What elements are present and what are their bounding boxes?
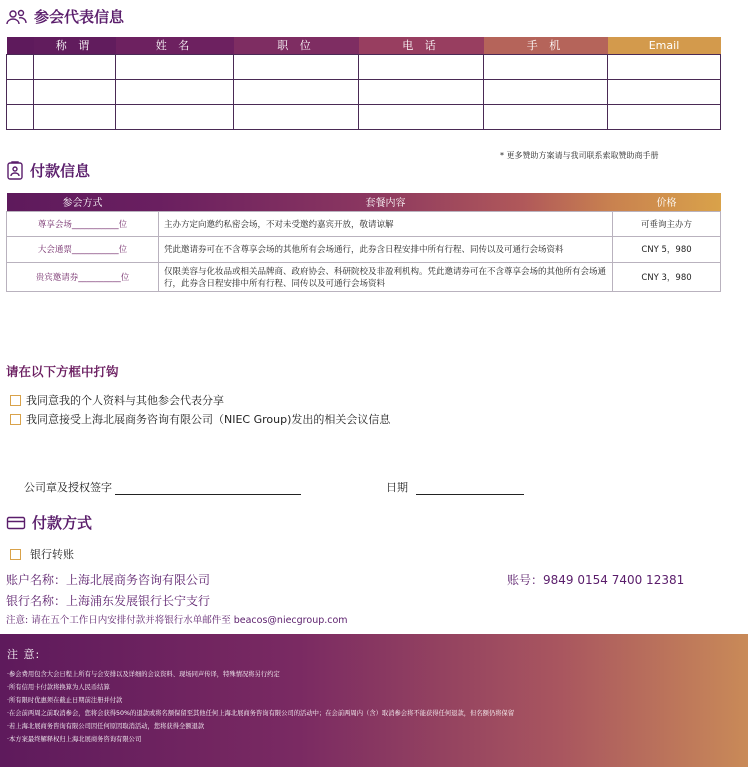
table-row [7,211,721,236]
payment-content: 凭此邀请券可在不含尊享会场的其他所有会场通行，此券含日程安排中所有行程、同传以及可通行会场资料 [159,236,613,262]
list-item: ·本方案最终解释权归上海北展商务咨询有限公司 [7,736,142,743]
consent-share-label: 我同意我的个人资料与其他参会代表分享 [26,394,224,407]
date-line[interactable] [416,483,524,495]
cell-email-input[interactable] [608,79,721,104]
cell-mobile-input[interactable] [484,79,608,104]
bank-transfer-checkbox-row[interactable] [10,546,74,562]
reps-table-header [7,37,721,54]
table-row [7,262,721,291]
cell-name-input[interactable] [116,79,234,104]
consent-info-checkbox-row[interactable] [10,411,390,427]
table-row [7,236,721,262]
cell-email-input[interactable] [608,54,721,79]
cell-name-input[interactable] [116,54,234,79]
reps-col-title: 称 谓 [34,37,116,54]
payment-notice: 注意: 请在五个工作日内安排付款并将银行水单邮件至 beacos@niecgroup.com [6,615,348,626]
cell-title-input[interactable] [34,54,116,79]
signature-label: 公司章及授权签字 [24,481,112,494]
payment-type[interactable]: 尊享会场___________位 [7,211,159,236]
checkbox-section-title: 请在以下方框中打钩 [6,364,119,379]
reps-table [6,37,721,130]
list-item: ·参会费用包含大会日程上所有与会安排以及详细的会议资料、现场同声传译，特殊情况将另行约定 [7,671,280,678]
cell-title-input[interactable] [34,104,116,129]
payment-content: 仅限美容与化妆品或相关品牌商、政府协会、科研院校及非盈利机构。凭此邀请券可在不含尊享会场的其他所有会场通行，此券含日程安排中所有行程、同传以及可通行会场资料 [159,262,613,291]
reps-col-name: 姓 名 [116,37,234,54]
section-reps-title [6,6,124,27]
cell-phone-input[interactable] [359,104,484,129]
table-row [7,54,721,79]
account-number: 账号：9849 0154 7400 12381 [507,573,685,587]
date-label: 日期 [386,481,408,494]
payment-col-price: 价格 [613,193,721,211]
table-row [7,79,721,104]
consent-info-label: 我同意接受上海北展商务咨询有限公司（NIEC Group)发出的相关会议信息 [26,413,391,426]
cell-position-input[interactable] [234,79,359,104]
footer-notes [0,634,748,767]
bank-transfer-label: 银行转账 [30,548,74,561]
consent-share-checkbox[interactable] [10,395,21,406]
signature-field [24,479,301,495]
section-method-title [6,512,92,533]
payment-price: CNY 5，980 [613,236,721,262]
row-number: 2. [7,79,34,104]
row-number: 1. [7,54,34,79]
users-icon [6,8,28,26]
cell-position-input[interactable] [234,104,359,129]
list-item: ·在会前两周之前取消参会，您将会获得50%的退款或将名额保留至其他任何上海北展商务咨询有限公司的活动中；在会前两周内（含）取消参会将不能获得任何退款，但名额仍将保留 [7,710,515,717]
payment-type[interactable]: 贵宾邀请券__________位 [7,262,159,291]
reps-col-phone: 电 话 [359,37,484,54]
payment-col-type: 参会方式 [7,193,159,211]
cell-phone-input[interactable] [359,54,484,79]
consent-info-checkbox[interactable] [10,414,21,425]
reps-col-mobile: 手 机 [484,37,608,54]
section-payment-label: 付款信息 [30,162,91,180]
row-number: 3. [7,104,34,129]
date-field [386,479,524,495]
receipt-icon [6,161,24,181]
reps-col-email: Email [608,37,721,54]
payment-table [6,193,721,292]
account-name: 账户名称：上海北展商务咨询有限公司 [6,573,211,587]
section-payment-title [6,160,90,181]
signature-line[interactable] [115,483,301,495]
payment-price: CNY 3，980 [613,262,721,291]
cell-title-input[interactable] [34,79,116,104]
cell-mobile-input[interactable] [484,54,608,79]
credit-card-icon [6,515,26,531]
cell-name-input[interactable] [116,104,234,129]
bank-transfer-checkbox[interactable] [10,549,21,560]
footer-title: 注 意: [7,648,41,661]
reps-col-position: 职 位 [234,37,359,54]
payment-content: 主办方定向邀约私密会场，不对未受邀约嘉宾开放，敬请谅解 [159,211,613,236]
table-row [7,104,721,129]
list-item: ·所有信用卡付款将换算为人民币结算 [7,684,110,691]
payment-col-content: 套餐内容 [159,193,613,211]
list-item: ·若上海北展商务咨询有限公司因任何原因取消活动，您将获得全额退款 [7,723,205,730]
bank-name: 银行名称：上海浦东发展银行长宁支行 [6,594,211,608]
cell-position-input[interactable] [234,54,359,79]
list-item: ·所有限时优惠须在截止日期前注册并付款 [7,697,123,704]
payment-price: 可垂询主办方 [613,211,721,236]
cell-mobile-input[interactable] [484,104,608,129]
section-reps-label: 参会代表信息 [34,8,125,26]
cell-email-input[interactable] [608,104,721,129]
cell-phone-input[interactable] [359,79,484,104]
payment-type[interactable]: 大会通票___________位 [7,236,159,262]
consent-share-checkbox-row[interactable] [10,392,224,408]
section-method-label: 付款方式 [32,514,93,532]
sponsor-note: * 更多赞助方案请与我司联系索取赞助商手册 [500,151,659,160]
payment-table-header [7,193,721,211]
footer-list [7,668,514,746]
